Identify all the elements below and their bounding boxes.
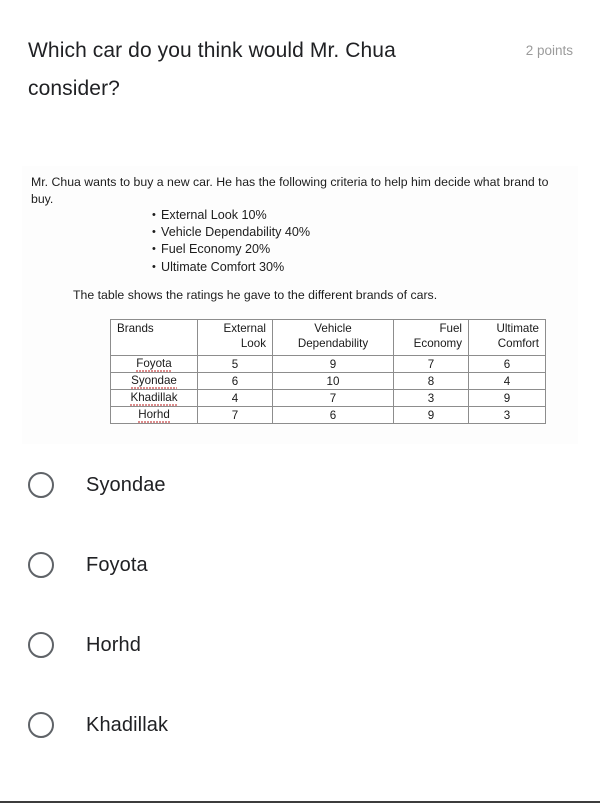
cell-external-look: 7 — [198, 407, 273, 424]
question-header — [28, 32, 573, 108]
table-row — [111, 407, 546, 424]
embedded-question-image — [22, 166, 578, 444]
cell-vehicle-dependability: 7 — [273, 390, 394, 407]
header-line-1: Fuel — [439, 322, 462, 335]
header-line-1: External — [223, 322, 266, 335]
cell-vehicle-dependability: 9 — [273, 356, 394, 373]
cell-external-look: 4 — [198, 390, 273, 407]
brand-name-misspelled: Foyota — [136, 357, 172, 370]
cell-brand — [111, 390, 198, 407]
cell-ultimate-comfort: 6 — [469, 356, 546, 373]
cell-brand — [111, 373, 198, 390]
column-header-external-look — [198, 320, 273, 356]
table-row — [111, 356, 546, 373]
column-header-ultimate-comfort — [469, 320, 546, 356]
brand-name-misspelled: Horhd — [138, 408, 170, 421]
option-row-foyota[interactable] — [0, 542, 600, 588]
option-label: Foyota — [86, 554, 148, 576]
radio-button-icon[interactable] — [28, 632, 54, 658]
radio-button-icon[interactable] — [28, 712, 54, 738]
header-line-2: Dependability — [297, 336, 369, 350]
header-line-1: Ultimate — [496, 322, 539, 335]
page-title: Which car do you think would Mr. Chua consider? — [28, 39, 396, 100]
cell-fuel-economy: 9 — [394, 407, 469, 424]
table-row — [111, 373, 546, 390]
cell-ultimate-comfort: 4 — [469, 373, 546, 390]
criteria-item: • External Look 10% — [152, 207, 310, 224]
cell-ultimate-comfort: 3 — [469, 407, 546, 424]
criteria-item: • Fuel Economy 20% — [152, 241, 310, 258]
cell-external-look: 5 — [198, 356, 273, 373]
ratings-table — [110, 319, 546, 424]
radio-button-icon[interactable] — [28, 472, 54, 498]
scenario-paragraph: Mr. Chua wants to buy a new car. He has the following criteria to help him decide what brand to buy. — [31, 175, 549, 206]
radio-button-icon[interactable] — [28, 552, 54, 578]
option-row-khadillak[interactable] — [0, 702, 600, 748]
column-header-brands — [111, 320, 198, 356]
header-line-1: Brands — [117, 322, 154, 335]
answer-options-group — [0, 462, 600, 782]
header-line-2: Comfort — [497, 336, 539, 350]
cell-vehicle-dependability: 10 — [273, 373, 394, 390]
criteria-item: • Ultimate Comfort 30% — [152, 259, 310, 276]
brand-name-misspelled: Syondae — [131, 374, 177, 387]
option-label: Horhd — [86, 634, 141, 656]
table-caption: The table shows the ratings he gave to the different brands of cars. — [73, 288, 438, 302]
cell-fuel-economy: 7 — [394, 356, 469, 373]
option-label: Syondae — [86, 474, 166, 496]
option-row-horhd[interactable] — [0, 622, 600, 668]
column-header-vehicle-dependability — [273, 320, 394, 356]
cell-fuel-economy: 3 — [394, 390, 469, 407]
cell-fuel-economy: 8 — [394, 373, 469, 390]
column-header-fuel-economy — [394, 320, 469, 356]
header-line-2: Look — [240, 336, 266, 350]
header-line-1: Vehicle — [314, 322, 352, 335]
cell-brand — [111, 407, 198, 424]
cell-brand — [111, 356, 198, 373]
cell-external-look: 6 — [198, 373, 273, 390]
cell-vehicle-dependability: 6 — [273, 407, 394, 424]
cell-ultimate-comfort: 9 — [469, 390, 546, 407]
brand-name-misspelled: Khadillak — [130, 391, 178, 404]
header-line-2: Economy — [413, 336, 462, 350]
criteria-item: • Vehicle Dependability 40% — [152, 224, 310, 241]
criteria-list — [152, 207, 310, 276]
table-header-row — [111, 320, 546, 356]
points-badge: 2 points — [525, 43, 573, 58]
option-label: Khadillak — [86, 714, 169, 736]
table-row — [111, 390, 546, 407]
option-row-syondae[interactable] — [0, 462, 600, 508]
